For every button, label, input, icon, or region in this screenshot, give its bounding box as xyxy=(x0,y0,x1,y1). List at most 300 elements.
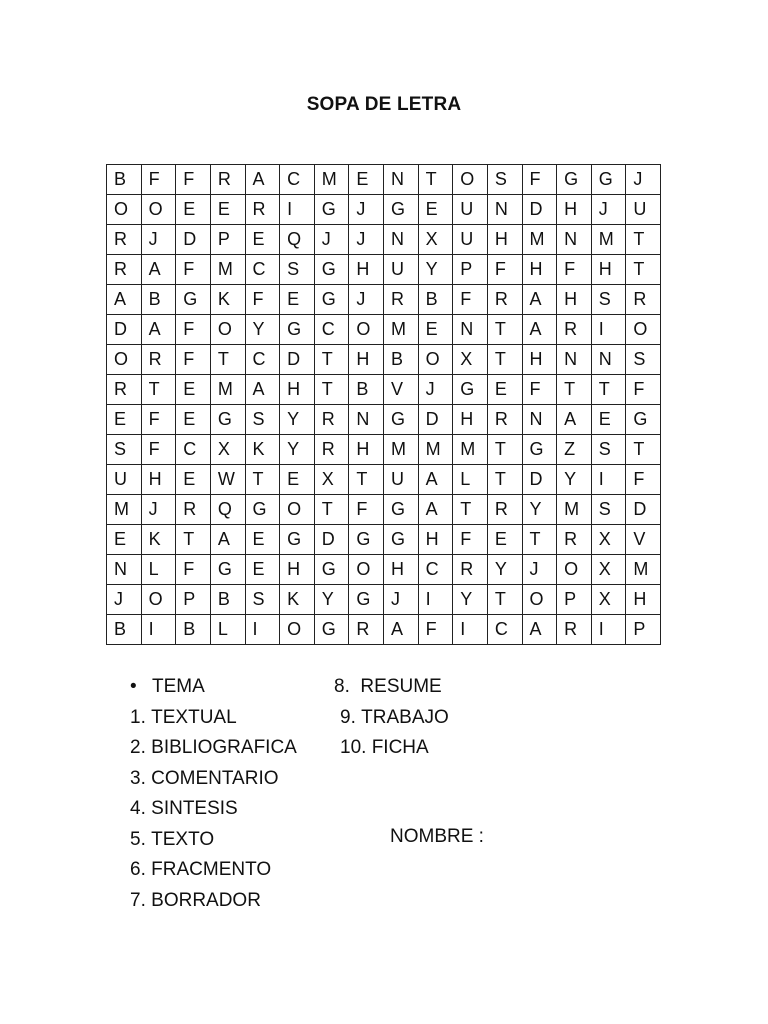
grid-row xyxy=(107,195,661,225)
grid-cell: N xyxy=(522,405,557,435)
grid-cell: I xyxy=(280,195,315,225)
grid-cell: Y xyxy=(245,315,280,345)
grid-cell: Q xyxy=(210,495,245,525)
grid-cell: H xyxy=(522,255,557,285)
grid-cell: F xyxy=(487,255,522,285)
word-list-marker: 3. xyxy=(130,767,146,789)
grid-cell: T xyxy=(210,345,245,375)
grid-cell: R xyxy=(176,495,211,525)
grid-cell: C xyxy=(314,315,349,345)
grid-cell: B xyxy=(107,165,142,195)
grid-cell: S xyxy=(591,495,626,525)
grid-row xyxy=(107,435,661,465)
grid-cell: N xyxy=(453,315,488,345)
grid-cell: R xyxy=(557,315,592,345)
grid-body xyxy=(107,165,661,645)
word-list-marker: • xyxy=(130,676,137,697)
grid-cell: H xyxy=(349,255,384,285)
grid-cell: G xyxy=(626,405,661,435)
grid-cell: R xyxy=(107,225,142,255)
grid-cell: T xyxy=(626,255,661,285)
word-list-word: FICHA xyxy=(371,737,429,758)
grid-cell: V xyxy=(626,525,661,555)
grid-cell: N xyxy=(349,405,384,435)
grid-cell: J xyxy=(141,495,176,525)
grid-row xyxy=(107,495,661,525)
grid-cell: G xyxy=(314,285,349,315)
grid-cell: R xyxy=(557,615,592,645)
word-list-marker: 4. xyxy=(130,798,146,819)
grid-cell: I xyxy=(245,615,280,645)
grid-cell: A xyxy=(210,525,245,555)
grid-cell: U xyxy=(453,195,488,225)
grid-cell: H xyxy=(626,585,661,615)
grid-cell: S xyxy=(280,255,315,285)
grid-cell: I xyxy=(453,615,488,645)
word-list-marker: 1. xyxy=(130,706,146,728)
grid-cell: D xyxy=(522,465,557,495)
grid-cell: I xyxy=(591,615,626,645)
grid-cell: F xyxy=(557,255,592,285)
grid-cell: N xyxy=(591,345,626,375)
grid-cell: E xyxy=(176,405,211,435)
grid-cell: E xyxy=(107,525,142,555)
grid-cell: P xyxy=(557,585,592,615)
word-list-item xyxy=(130,672,297,703)
word-list-item xyxy=(334,672,449,703)
grid-cell: A xyxy=(418,495,453,525)
grid-cell: S xyxy=(245,585,280,615)
grid-cell: H xyxy=(557,195,592,225)
grid-cell: T xyxy=(591,375,626,405)
grid-cell: E xyxy=(176,465,211,495)
grid-cell: Y xyxy=(557,465,592,495)
word-list-item xyxy=(130,733,297,764)
grid-cell: G xyxy=(349,525,384,555)
grid-cell: U xyxy=(453,225,488,255)
grid-cell: O xyxy=(349,555,384,585)
word-list-item xyxy=(130,886,297,917)
grid-cell: I xyxy=(591,315,626,345)
grid-cell: F xyxy=(176,255,211,285)
grid-cell: B xyxy=(176,615,211,645)
grid-cell: F xyxy=(522,375,557,405)
grid-cell: N xyxy=(487,195,522,225)
grid-cell: A xyxy=(522,615,557,645)
grid-cell: U xyxy=(107,465,142,495)
grid-cell: F xyxy=(349,495,384,525)
grid-cell: X xyxy=(210,435,245,465)
word-list-word: BORRADOR xyxy=(151,889,261,911)
grid-cell: M xyxy=(384,315,419,345)
grid-cell: G xyxy=(280,525,315,555)
grid-cell: A xyxy=(107,285,142,315)
grid-cell: M xyxy=(591,225,626,255)
grid-cell: F xyxy=(141,435,176,465)
grid-cell: E xyxy=(210,195,245,225)
grid-cell: T xyxy=(487,465,522,495)
grid-row xyxy=(107,375,661,405)
grid-cell: D xyxy=(280,345,315,375)
grid-cell: X xyxy=(591,585,626,615)
grid-row xyxy=(107,405,661,435)
grid-cell: S xyxy=(107,435,142,465)
grid-cell: R xyxy=(487,285,522,315)
grid-cell: R xyxy=(557,525,592,555)
grid-cell: C xyxy=(487,615,522,645)
grid-cell: M xyxy=(626,555,661,585)
grid-row xyxy=(107,285,661,315)
grid-cell: Z xyxy=(557,435,592,465)
grid-cell: E xyxy=(176,195,211,225)
word-list-marker: 5. xyxy=(130,828,146,850)
grid-cell: J xyxy=(349,225,384,255)
grid-cell: G xyxy=(210,555,245,585)
grid-cell: I xyxy=(141,615,176,645)
grid-cell: O xyxy=(280,615,315,645)
grid-cell: N xyxy=(384,165,419,195)
grid-cell: A xyxy=(141,255,176,285)
grid-cell: P xyxy=(453,255,488,285)
word-list-word: TEXTUAL xyxy=(151,706,237,728)
grid-row xyxy=(107,465,661,495)
grid-cell: T xyxy=(626,225,661,255)
grid-cell: E xyxy=(487,525,522,555)
grid-cell: M xyxy=(210,375,245,405)
grid-cell: G xyxy=(210,405,245,435)
word-list-item xyxy=(130,703,297,734)
grid-cell: G xyxy=(384,495,419,525)
grid-cell: E xyxy=(349,165,384,195)
grid-cell: C xyxy=(280,165,315,195)
grid-cell: F xyxy=(176,165,211,195)
grid-cell: C xyxy=(245,345,280,375)
word-list-word: TRABAJO xyxy=(361,706,449,728)
grid-cell: M xyxy=(453,435,488,465)
grid-cell: G xyxy=(349,585,384,615)
grid-cell: F xyxy=(626,465,661,495)
page-title: SOPA DE LETRA xyxy=(306,94,462,115)
grid-row xyxy=(107,255,661,285)
grid-cell: N xyxy=(384,225,419,255)
grid-cell: D xyxy=(522,195,557,225)
grid-cell: J xyxy=(349,195,384,225)
grid-cell: X xyxy=(453,345,488,375)
grid-cell: G xyxy=(314,195,349,225)
grid-cell: P xyxy=(176,585,211,615)
grid-cell: D xyxy=(418,405,453,435)
grid-row xyxy=(107,525,661,555)
grid-cell: I xyxy=(418,585,453,615)
grid-cell: X xyxy=(591,525,626,555)
grid-cell: T xyxy=(557,375,592,405)
grid-cell: G xyxy=(384,405,419,435)
grid-cell: F xyxy=(626,375,661,405)
grid-cell: T xyxy=(626,435,661,465)
grid-cell: Y xyxy=(522,495,557,525)
grid-cell: E xyxy=(107,405,142,435)
grid-cell: P xyxy=(626,615,661,645)
grid-cell: A xyxy=(418,465,453,495)
grid-cell: U xyxy=(384,255,419,285)
word-list-marker: 9. xyxy=(340,706,356,728)
word-list-item xyxy=(334,703,449,734)
grid-cell: Q xyxy=(280,225,315,255)
grid-cell: J xyxy=(418,375,453,405)
grid-cell: S xyxy=(245,405,280,435)
grid-cell: F xyxy=(176,315,211,345)
grid-cell: H xyxy=(141,465,176,495)
name-label: NOMBRE : xyxy=(390,826,484,847)
grid-cell: E xyxy=(280,465,315,495)
grid-cell: X xyxy=(591,555,626,585)
grid-cell: X xyxy=(314,465,349,495)
grid-cell: A xyxy=(245,375,280,405)
grid-cell: A xyxy=(141,315,176,345)
grid-cell: J xyxy=(107,585,142,615)
grid-cell: O xyxy=(107,195,142,225)
word-list-marker: 6. xyxy=(130,859,146,880)
grid-row xyxy=(107,615,661,645)
grid-cell: T xyxy=(418,165,453,195)
grid-cell: H xyxy=(418,525,453,555)
grid-cell: O xyxy=(418,345,453,375)
grid-cell: S xyxy=(626,345,661,375)
word-list-marker: 2. xyxy=(130,737,146,758)
grid-row xyxy=(107,315,661,345)
grid-cell: P xyxy=(210,225,245,255)
word-list-marker: 8. xyxy=(334,676,350,697)
grid-cell: E xyxy=(280,285,315,315)
grid-cell: J xyxy=(626,165,661,195)
grid-cell: T xyxy=(245,465,280,495)
grid-cell: D xyxy=(176,225,211,255)
grid-cell: R xyxy=(384,285,419,315)
grid-cell: F xyxy=(176,345,211,375)
word-list-word: TEMA xyxy=(152,676,205,697)
grid-cell: F xyxy=(453,285,488,315)
grid-cell: O xyxy=(210,315,245,345)
word-list-item xyxy=(130,855,297,886)
word-list-word: RESUME xyxy=(360,676,442,697)
word-list-item xyxy=(130,764,297,795)
grid-cell: R xyxy=(453,555,488,585)
grid-cell: B xyxy=(349,375,384,405)
grid-cell: M xyxy=(557,495,592,525)
grid-cell: O xyxy=(107,345,142,375)
grid-cell: R xyxy=(487,405,522,435)
grid-cell: E xyxy=(245,555,280,585)
grid-cell: T xyxy=(487,435,522,465)
grid-cell: M xyxy=(418,435,453,465)
grid-cell: O xyxy=(349,315,384,345)
grid-row xyxy=(107,345,661,375)
grid-cell: J xyxy=(522,555,557,585)
grid-cell: D xyxy=(107,315,142,345)
grid-cell: E xyxy=(418,315,453,345)
grid-cell: T xyxy=(314,375,349,405)
grid-cell: E xyxy=(418,195,453,225)
grid-cell: R xyxy=(107,255,142,285)
grid-cell: Y xyxy=(453,585,488,615)
grid-cell: H xyxy=(557,285,592,315)
grid-cell: R xyxy=(245,195,280,225)
grid-cell: R xyxy=(314,435,349,465)
word-list-left xyxy=(130,672,297,916)
word-list-word: BIBLIOGRAFICA xyxy=(151,737,297,758)
grid-cell: E xyxy=(245,225,280,255)
grid-cell: E xyxy=(591,405,626,435)
grid-cell: R xyxy=(487,495,522,525)
grid-cell: M xyxy=(210,255,245,285)
grid-cell: X xyxy=(418,225,453,255)
grid-cell: O xyxy=(141,195,176,225)
grid-cell: J xyxy=(591,195,626,225)
grid-cell: C xyxy=(245,255,280,285)
grid-cell: U xyxy=(384,465,419,495)
grid-cell: B xyxy=(418,285,453,315)
grid-cell: H xyxy=(349,435,384,465)
grid-cell: G xyxy=(384,525,419,555)
grid-cell: F xyxy=(453,525,488,555)
grid-cell: T xyxy=(176,525,211,555)
grid-cell: N xyxy=(107,555,142,585)
grid-cell: E xyxy=(487,375,522,405)
grid-cell: K xyxy=(141,525,176,555)
grid-cell: F xyxy=(141,405,176,435)
grid-cell: T xyxy=(487,345,522,375)
grid-cell: H xyxy=(453,405,488,435)
grid-cell: F xyxy=(176,555,211,585)
grid-cell: J xyxy=(314,225,349,255)
grid-cell: S xyxy=(591,285,626,315)
word-list-marker: 7. xyxy=(130,889,146,911)
grid-cell: A xyxy=(522,315,557,345)
grid-cell: R xyxy=(626,285,661,315)
grid-cell: T xyxy=(522,525,557,555)
grid-row xyxy=(107,225,661,255)
word-list-word: FRACMENTO xyxy=(151,859,272,880)
grid-cell: O xyxy=(453,165,488,195)
grid-cell: H xyxy=(280,555,315,585)
grid-cell: K xyxy=(210,285,245,315)
grid-cell: T xyxy=(349,465,384,495)
grid-cell: L xyxy=(210,615,245,645)
grid-cell: A xyxy=(384,615,419,645)
grid-cell: T xyxy=(487,585,522,615)
grid-cell: L xyxy=(453,465,488,495)
grid-cell: M xyxy=(384,435,419,465)
grid-cell: G xyxy=(245,495,280,525)
grid-cell: Y xyxy=(280,405,315,435)
word-list-item xyxy=(334,733,449,764)
grid-cell: H xyxy=(384,555,419,585)
grid-cell: B xyxy=(107,615,142,645)
word-list-word: SINTESIS xyxy=(151,798,238,819)
grid-cell: T xyxy=(453,495,488,525)
grid-cell: R xyxy=(141,345,176,375)
grid-cell: H xyxy=(591,255,626,285)
grid-cell: E xyxy=(176,375,211,405)
grid-cell: R xyxy=(210,165,245,195)
word-list-word: COMENTARIO xyxy=(151,767,279,789)
grid-cell: J xyxy=(141,225,176,255)
grid-cell: C xyxy=(418,555,453,585)
grid-cell: M xyxy=(314,165,349,195)
grid-cell: B xyxy=(141,285,176,315)
grid-cell: K xyxy=(245,435,280,465)
grid-cell: Y xyxy=(314,585,349,615)
word-list-item xyxy=(130,825,297,856)
grid-row xyxy=(107,165,661,195)
grid-cell: V xyxy=(384,375,419,405)
grid-cell: T xyxy=(314,495,349,525)
word-list-marker: 10. xyxy=(340,737,367,758)
grid-cell: D xyxy=(314,525,349,555)
grid-cell: N xyxy=(557,225,592,255)
grid-cell: U xyxy=(626,195,661,225)
grid-cell: F xyxy=(522,165,557,195)
word-list-word: TEXTO xyxy=(151,828,215,850)
grid-cell: N xyxy=(557,345,592,375)
grid-cell: D xyxy=(626,495,661,525)
grid-cell: L xyxy=(141,555,176,585)
grid-cell: F xyxy=(245,285,280,315)
grid-cell: B xyxy=(384,345,419,375)
grid-cell: O xyxy=(280,495,315,525)
grid-cell: O xyxy=(626,315,661,345)
grid-cell: H xyxy=(280,375,315,405)
grid-cell: F xyxy=(141,165,176,195)
grid-cell: A xyxy=(557,405,592,435)
grid-cell: G xyxy=(314,615,349,645)
grid-cell: O xyxy=(141,585,176,615)
grid-cell: G xyxy=(384,195,419,225)
grid-row xyxy=(107,555,661,585)
grid-cell: B xyxy=(210,585,245,615)
grid-cell: Y xyxy=(418,255,453,285)
grid-cell: R xyxy=(107,375,142,405)
grid-cell: I xyxy=(591,465,626,495)
grid-cell: O xyxy=(557,555,592,585)
grid-cell: G xyxy=(176,285,211,315)
grid-cell: T xyxy=(314,345,349,375)
grid-cell: M xyxy=(107,495,142,525)
grid-cell: W xyxy=(210,465,245,495)
grid-cell: R xyxy=(314,405,349,435)
grid-cell: A xyxy=(245,165,280,195)
grid-cell: G xyxy=(280,315,315,345)
word-list-right xyxy=(334,672,449,764)
grid-cell: G xyxy=(314,255,349,285)
grid-cell: G xyxy=(591,165,626,195)
grid-cell: H xyxy=(487,225,522,255)
grid-cell: O xyxy=(522,585,557,615)
letter-grid xyxy=(106,164,661,645)
grid-cell: H xyxy=(349,345,384,375)
grid-cell: Y xyxy=(487,555,522,585)
grid-cell: K xyxy=(280,585,315,615)
grid-cell: H xyxy=(522,345,557,375)
word-list-item xyxy=(130,794,297,825)
grid-cell: C xyxy=(176,435,211,465)
grid-cell: M xyxy=(522,225,557,255)
grid-cell: Y xyxy=(280,435,315,465)
grid-cell: G xyxy=(522,435,557,465)
grid-cell: R xyxy=(349,615,384,645)
grid-cell: J xyxy=(349,285,384,315)
grid-cell: G xyxy=(453,375,488,405)
